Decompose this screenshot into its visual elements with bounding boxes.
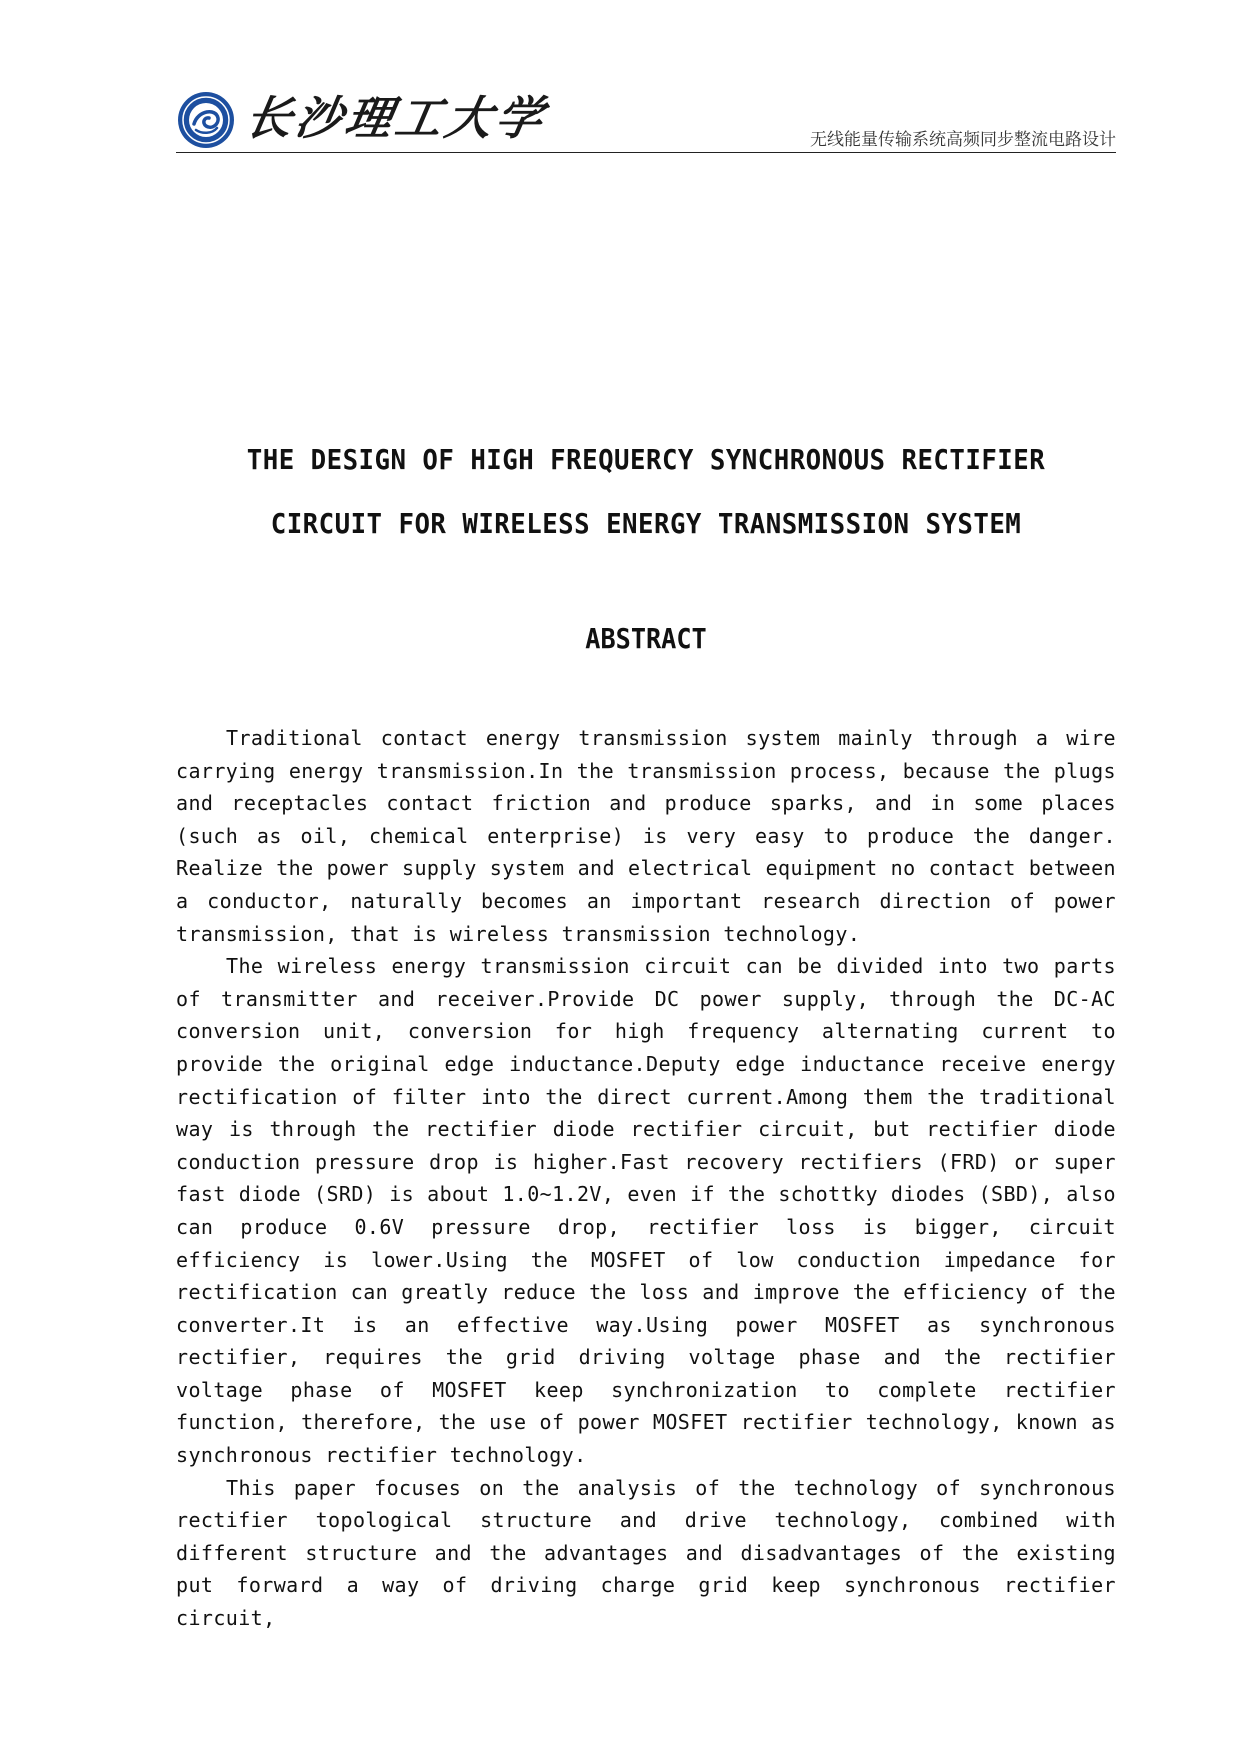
abstract-heading: ABSTRACT [585,622,707,655]
running-title: 无线能量传输系统高频同步整流电路设计 [810,130,1116,150]
page-header [176,86,1116,153]
abstract-paragraph-1: Traditional contact energy transmission system mainly through a wire carrying energy transmission.In the transmission process, because the plugs and receptacles contact friction and produce sparks, and in some places (such as oil, chemical enterprise) is very easy to produce the danger. Realize the power supply system and electrical equipment no contact between a conductor, naturally becomes an important research direction of power transmission, that is wireless transmission technology. [176,726,1116,946]
university-seal-icon [176,90,236,150]
title-line-1: THE DESIGN OF HIGH FREQUERCY SYNCHRONOUS RECTIFIER [246,443,1046,476]
title-line-2: CIRCUIT FOR WIRELESS ENERGY TRANSMISSION SYSTEM [270,507,1022,540]
abstract-paragraph-2: The wireless energy transmission circuit can be divided into two parts of transmitter and receiver.Provide DC power supply, through the DC-AC conversion unit, conversion for high frequency alternating current to provide the original edge inductance.Deputy edge inductance receive energy rectification of filter into the direct current.Among them the traditional way is through the rectifier diode rectifier circuit, but rectifier diode conduction pressure drop is higher.Fast recovery rectifiers (FRD) or super fast diode (SRD) is about 1.0~1.2V, even if the schottky diodes (SBD), also can produce 0.6V pressure drop, rectifier loss is bigger, circuit efficiency is lower.Using the MOSFET of low conduction impedance for rectification can greatly reduce the loss and improve the efficiency of the converter.It is an effective way.Using power MOSFET as synchronous rectifier, requires the grid driving voltage phase and the rectifier voltage phase of MOSFET keep synchronization to complete rectifier function, therefore, the use of power MOSFET rectifier technology, known as synchronous rectifier technology. [176,954,1116,1468]
abstract-paragraph-3: This paper focuses on the analysis of the technology of synchronous rectifier topological structure and drive technology, combined with different structure and the advantages and disadvantages of the existing put forward a way of driving charge grid keep synchronous rectifier circuit, [176,1475,1116,1631]
university-name: 长沙理工大学 [241,91,551,145]
paper-title [176,428,1116,556]
abstract-body [176,722,1116,1635]
